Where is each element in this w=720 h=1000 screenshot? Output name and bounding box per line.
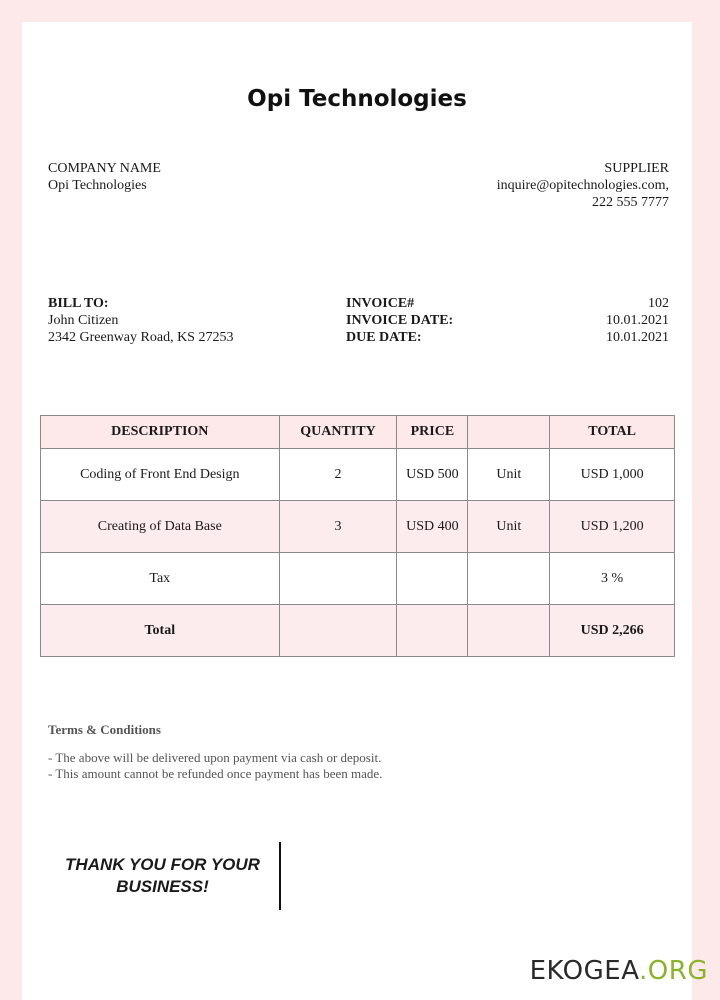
- invoice-number: 102: [648, 296, 669, 311]
- invoice-date-label: INVOICE DATE:: [346, 313, 454, 328]
- cell-price: USD 500: [397, 449, 468, 501]
- table-row-total: [41, 605, 675, 657]
- watermark: [530, 956, 708, 986]
- header-description: DESCRIPTION: [41, 416, 280, 449]
- cell-price: USD 400: [397, 501, 468, 553]
- table-header-row: [41, 416, 675, 449]
- bill-to-block: [48, 295, 233, 346]
- terms-line: - This amount cannot be refunded once payment has been made.: [48, 766, 383, 781]
- supplier-phone: 222 555 7777: [592, 195, 669, 210]
- page-title: Opi Technologies: [247, 86, 467, 112]
- header-quantity: QUANTITY: [279, 416, 397, 449]
- invoice-page: [22, 22, 692, 1000]
- cell-total: 3 %: [550, 553, 675, 605]
- cell-unit: [468, 605, 550, 657]
- cell-price: [397, 553, 468, 605]
- invoice-meta: [346, 295, 669, 346]
- cell-description: Coding of Front End Design: [41, 449, 280, 501]
- cell-quantity: 2: [279, 449, 397, 501]
- table-row: [41, 553, 675, 605]
- thank-you-line2: BUSINESS!: [116, 877, 209, 896]
- cell-description: Tax: [41, 553, 280, 605]
- header-price: PRICE: [397, 416, 468, 449]
- thank-you-line1: THANK YOU FOR YOUR: [65, 855, 260, 874]
- invoice-date: 10.01.2021: [606, 313, 669, 328]
- thank-you-message: [60, 854, 265, 898]
- company-label: COMPANY NAME: [48, 161, 161, 176]
- cell-description: Creating of Data Base: [41, 501, 280, 553]
- invoice-date-row: [346, 312, 669, 329]
- due-date-row: [346, 329, 669, 346]
- cell-quantity: [279, 553, 397, 605]
- terms-heading: Terms & Conditions: [48, 722, 161, 737]
- terms-section: [48, 722, 382, 782]
- watermark-part1: EKOGEA: [529, 956, 640, 986]
- table-row: [41, 501, 675, 553]
- cell-unit: Unit: [468, 449, 550, 501]
- bill-to-name: John Citizen: [48, 313, 119, 328]
- cell-total: USD 1,000: [550, 449, 675, 501]
- supplier-block: [497, 160, 669, 211]
- supplier-label: SUPPLIER: [604, 161, 669, 176]
- invoice-number-row: [346, 295, 669, 312]
- line-items-table: [40, 415, 675, 657]
- terms-line: - The above will be delivered upon payment via cash or deposit.: [48, 750, 382, 765]
- divider: [279, 842, 281, 910]
- bill-to-label: BILL TO:: [48, 296, 109, 311]
- table-row: [41, 449, 675, 501]
- cell-description: Total: [41, 605, 280, 657]
- cell-total: USD 1,200: [550, 501, 675, 553]
- bill-to-address: 2342 Greenway Road, KS 27253: [48, 330, 234, 345]
- cell-unit: [468, 553, 550, 605]
- due-date: 10.01.2021: [606, 330, 669, 345]
- cell-quantity: 3: [279, 501, 397, 553]
- cell-grand-total: USD 2,266: [550, 605, 675, 657]
- company-name: Opi Technologies: [48, 178, 147, 193]
- header-total: TOTAL: [550, 416, 675, 449]
- cell-unit: Unit: [468, 501, 550, 553]
- watermark-part2: .ORG: [639, 956, 708, 986]
- cell-price: [397, 605, 468, 657]
- cell-quantity: [279, 605, 397, 657]
- due-date-label: DUE DATE:: [346, 330, 422, 345]
- company-block: [48, 160, 161, 194]
- supplier-email: inquire@opitechnologies.com,: [496, 178, 669, 193]
- header-unit: [468, 416, 550, 449]
- invoice-number-label: INVOICE#: [346, 296, 415, 311]
